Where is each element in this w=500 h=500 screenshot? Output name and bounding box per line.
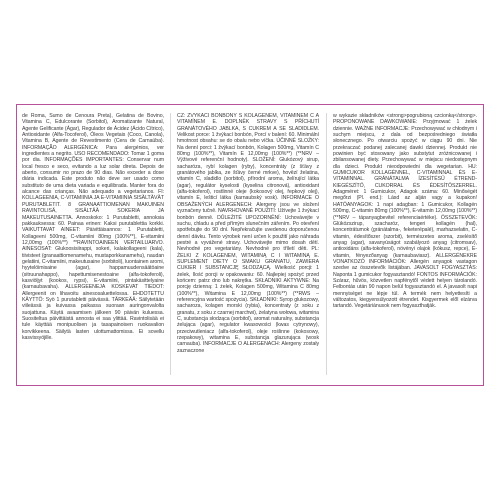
label-border-top <box>16 104 484 105</box>
bottom-blank-area <box>0 386 500 500</box>
label-border-right <box>483 104 484 386</box>
label-border-left <box>16 104 17 386</box>
column-1-text: de Roma, Sumo de Cenoura Preta), Gelatina de Bovino, Vitamina C, Edulcorante (Sorbitol), Aromatizante Natural, Agente Gelificante (Ágar), Regulador de Ácidez (Ácido Cítrico), Antioxidante (Alfa-Tocoferol), Óleos Vegetais (Coco, Canola), Vitamina B, Agente de Revestimento (Cera de Carnaúba). INFORMAÇÃO ALERGÉNICA: Para alergénios, ver ingredientes a negrito. USO RECOMENDADO: Tomar 1 goma por dia. INFORMAÇÕES IMPORTANTES: Conservar num local fresco e seco, evitando a luz solar direta. Depois de aberto, consumir no prazo de 90 dias. Não exceder a dose diária indicada. Este produto não deve ser usado como substituto de uma dieta variada e equilibrada. Manter fora do alcance das crianças. Não adequado a vegetarianos. FI: KOLLAGEENIA, C-VITAMIINIA JA E-VITAMIINIA SISÄLTÄVÄT PURUTABLETIT. 8 GRANAATTIOMENAN MAKUINEN RAVINTOLISÄ, SISÄLTÄÄ SOKERIA JA MAKEUTUSAINETTA. Annoskoko: 1 Purutabletti, annoksia pakkauksessa: 60. Painaa erinen: Kaksi purutablettia korkki. VAIKUTTAVAT AINEET: Päivittäisannos: 1 Purutabletti, Kollageeni 500mg, C-vitamiini 80mg (100%**), E-vitamiini 12,00mg (100%**) **RAVINTOAINEEN VERTAILUARVO. AINESOSAT: Glukoosisiirappi, sokeri, kalakollageeni (kala), tiivisteet (granaattiomenamehu, mustaporkkanamehu), naudan gelatiini, C-vitamiini, makeutusaine (sorbitoli), luontainen aromi, hyytelöimisaine (agar), happamuudensäätöaine (sitruunahappo), hapettumisenestoaine (alfa-tokoferoli), kasviöljyt (kookos, rypsi), E-vitamiini, pintakäsittelyaine (karnaubavaha). ALLERGEENEJA KOSKEVAT TIEDOT: Allergeenit on lihavoitu ainesosaluettelossa. EHDOTETTU KÄYTTÖ: Syö 1 purutabletti päivässä. TÄRKEÄÄ: Säilytetään viileässä ja kuivassa paikassa suoraan auringonvalolta suojattuna. Käytä avaamisen jälkeen 90 päivän kuluessa. Suositeltua päivittäistä annosta ei saa ylittää. Ravintolisää ei tule käyttää monipuolisen ja tasapainoisen ruokavalion korvikkeena. Säilytä lasten ulottumattomissa. Ei sovellu kasvissyöjille. <box>22 113 164 342</box>
top-blank-area <box>0 0 500 104</box>
column-3-text: w wykazie składników <strong>pogrubioną czcionką</strong>. PROPONOWANE DAWKOWANIE: Przyjmować 1 żelek dziennie. WAŻNE INFORMACJE: Przechowywać w chłodnym i suchym miejscu, z dala od bezpośredniego światła słonecznego. Po otwarciu spożyć w ciągu 90 dni. Nie przekraczać podanej zalecanej dawki dziennej. Produkt nie powinien być stosowany jako substytut zróżnicowanej i zbilansowanej diety. Przechowywać w miejscu niedostępnym dla dzieci. Produkt nieodpowiedni dla wegetarian. HU: GUMICUKOR KOLLAGÉNNEL, C-VITAMINNAL ÉS E-VITAMINNAL. GRÁNÁTALMA ÍZESÍTÉSŰ ÉTREND-KIEGÉSZÍTŐ, CUKORRAL ÉS ÉDESÍTŐSZERREL. Adagméret: 1 Gumicukor, Adagok száma: 60. Minőségét megőrzi (Pl. end.): Lásd az alján vagy a kupakon! HATÓANYAGOK: 1 napi adagban: 1 Gumicukor, Kollagén 500mg, C-vitamin 80mg (100%**), E-vitamin 12,00mg (100%**) (**NRV – tápanyagbevitel referenciaértéke). ÖSSZETEVŐK: Glükózszirup, szacharóz, tengeri kollagén (hal), koncentrátumok (gránátalma-, feketerépalé), marhazselatin, C-vitamin, édesítőszer (szorbit), természetes aroma, zselésítő anyag (agar), savanyúságot szabályozó anyag (citromsav), antioxidáns (alfa-tokoferol), növényi olajok (kókusz, repce), E-vitamin, fényezőanyag (karnaubaviasz). ALLERGÉNEKRE VONATKOZÓ INFORMÁCIÓK: Allergén anyagok vastagon szedve az összetevők listájában. JAVASOLT FOGYASZTÁS: Naponta 1 gumicukor fogyasztandó! FONTOS INFORMÁCIÓK: Száraz, hűvös, közvetlen napfénytől védett helyen tárolandó. Felbontás után 90 napon belül fogyasztandó el. A javasolt napi mennyiséget ne lépje túl. A termék nem helyettesíti a változatos, kiegyensúlyozott étrendet. Kisgyermek elől elzárva tartandó. Vegetáriánusok nem fogyaszthatják. <box>333 113 477 310</box>
column-divider-2 <box>326 113 327 375</box>
text-column-1 <box>22 113 164 373</box>
column-2-text: CZ: ŽVÝKACÍ BONBÓNY S KOLAGENEM, VITAMINEM C A VITAMÍNEM E. DOPLNĚK STRAVY S PŘÍCHUTÍ GRANÁTOVÉHO JABLKA, S CUKREM A SE SLADIDLEM. Velikost porce: 1 žvýkací bonbón, Porcí v balení: 60. Minimální hmotnost obsahu: se do obalu nebo víčka. ÚČINNÉ SLOŽKY: Na denní porci: 1 žvýkací bonbón, Kolagen 500mg, Vitamín C 80mg (100%**), Vitamín E 12,00mg (100%**) (**NRV – Výživové referenční hodnoty). SLOŽENÍ: Glukózový sirup, sacharóza, rybí kolagen (ryby), koncentráty (z šťávy z granátového jablka, ze šťávy černé mrkve), hovězí želatina, vitamín C, sladidlo (sorbitol), přírodní aroma, želírující látka (agar), regulátor kyselosti (kyselina citronová), antioxidant (alfa-tokoferol), rostlinné oleje (kokosový olej, řepkový olej), vitamín E, lešticí látka (karnaubský vosk). INFORMACE O OBSAŽENÝCH ALERGENECH: Alergeny jsou ve složení vyznačeny tučně. NAVRHOVANÉ POUŽITÍ: Užívejte 1 žvýkací bonbón denně. DŮLEŽITÉ UPOZORNĚNÍ: Uchovávejte v suchu, chladu a před přímým slunečním zářením. Po otevření spotřebujte do 90 dní. Nepřekračujte uvedenou doporučenou denní dávku. Tento výrobek není určen k použití jako náhrada pestré a vyvážené stravy. Uchovávejte mimo dosah dětí. Nevhodné pro vegetariány. Nevhodné pro tříletí děti. PL: ŻELKI Z KOLAGENEM, WITAMINĄ C I WITAMINĄ E. SUPLEMENT DIETY O SMAKU GRANATU, ZAWIERA CUKIER I SUBSTANCJĘ SŁODZĄCĄ. Wielkość porcji: 1 żelek, Ilość porcji w opakowaniu: 60. Najlepiej spożyć przed końcem: patrz dno lub nakrętka. SKŁADNIKI AKTYWNE: Na porcję dzienną: 1 żelek, Kolagen 500mg, Witamina C 80mg (100%**), Witamina E 12,00mg (100%**) (**RWS – referencyjna wartość spożycia). SKŁADNIKI: Syrop glukozowy, sacharoza, kolagen morski (rybia), koncentraty (z soku z granatu, z soku z czarnej marchwi), żelatyna wołowa, witamina C, substancja słodząca (sorbitol), aromat naturalny, substancja żelująca (agar), regulator kwasowości (kwas cytrynowy), przeciwutleniacz (alfa-tokoferol), oleje roślinne (kokosowy, rzepakowy), witamina E, substancja glazurująca (wosk carnauba). INFORMACJE O ALERGENACH: Alergeny zostały zaznaczone <box>177 113 319 354</box>
text-column-3 <box>333 113 477 373</box>
text-column-2 <box>177 113 319 373</box>
column-divider-1 <box>170 113 171 375</box>
